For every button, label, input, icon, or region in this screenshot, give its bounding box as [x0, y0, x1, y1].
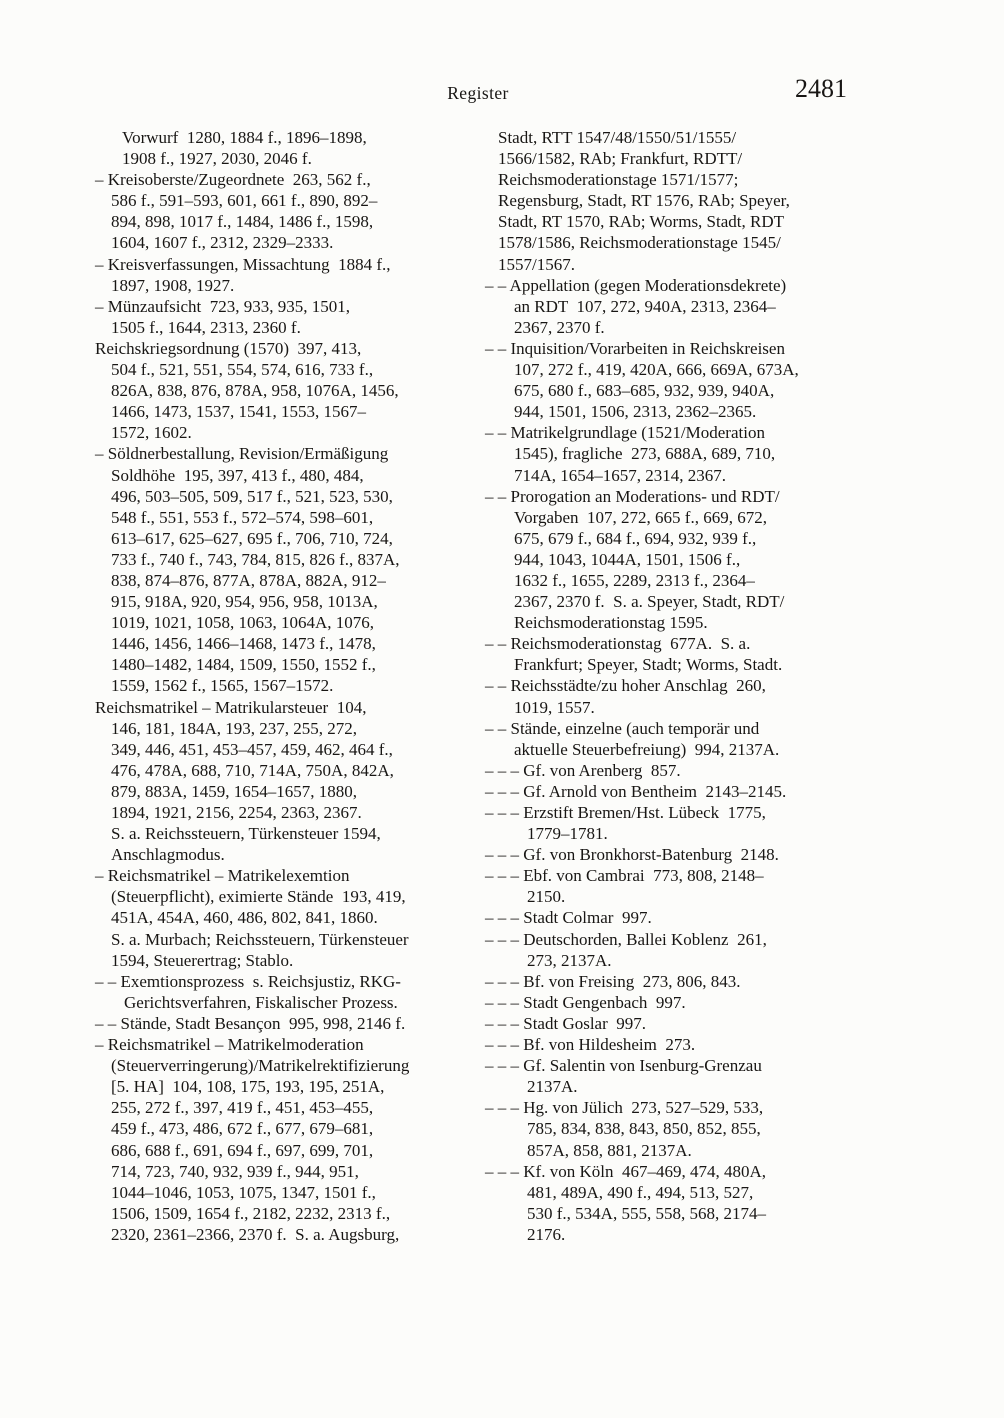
page-number: 2481 [795, 74, 847, 103]
index-entry: – – Matrikelgrundlage (1521/Moderation 1545), fragliche 273, 688A, 689, 710, 714A, 1654–1657, 2314, 2367. [485, 423, 776, 485]
index-entry: – – – Bf. von Freising 273, 806, 843. [485, 971, 741, 991]
index-entry: Stadt, RTT 1547/48/1550/51/1555/ 1566/1582, RAb; Frankfurt, RDTT/ Reichsmoderationstage 1571/1577; Regensburg, Stadt, RT 1576, RAb; Speyer, Stadt, RT 1570, RAb; Worms, Stadt, RDT 1578/1586, Reichsmoderationstage 1545/ 1557/1567. [498, 128, 790, 274]
index-entry: – – – Stadt Colmar 997. [485, 908, 652, 928]
index-column-left [95, 127, 475, 1245]
index-column-right [485, 127, 865, 1245]
index-entry: – – – Gf. Arnold von Bentheim 2143–2145. [485, 781, 787, 801]
index-entry: – Münzaufsicht 723, 933, 935, 1501, 1505 f., 1644, 2313, 2360 f. [95, 296, 350, 337]
index-entry: – – Stände, einzelne (auch temporär und aktuelle Steuerbefreiung) 994, 2137A. [485, 718, 780, 759]
index-entry: – – Stände, Stadt Besançon 995, 998, 2146 f. [95, 1013, 406, 1033]
index-entry: – Reichsmatrikel – Matrikelmoderation (Steuerverringerung)/Matrikelrektifizierung [5. HA] 104, 108, 175, 193, 195, 251A, 255, 272 f., 397, 419 f., 451, 453–455, 459 f., 473, 486, 672 f., 677, 679–681, 686, 688 f., 691, 694 f., 697, 699, 701, 714, 723, 740, 932, 939 f., 944, 951, 1044–1046, 1053, 1075, 1347, 1501 f., 1506, 1509, 1654 f., 2182, 2232, 2313 f., 2320, 2361–2366, 2370 f. S. a. Augsburg, [95, 1035, 410, 1244]
index-entry: – – – Stadt Gengenbach 997. [485, 992, 686, 1012]
index-entry: – – – Bf. von Hildesheim 273. [485, 1035, 696, 1055]
index-entry: – – – Gf. von Arenberg 857. [485, 760, 681, 780]
index-entry: Reichskriegsordnung (1570) 397, 413, 504 f., 521, 551, 554, 574, 616, 733 f., 826A, 838, 876, 878A, 958, 1076A, 1456, 1466, 1473, 1537, 1541, 1553, 1567– 1572, 1602. [95, 338, 399, 443]
index-entry: – – – Deutschorden, Ballei Koblenz 261, 273, 2137A. [485, 929, 767, 970]
index-entry: – – Reichsstädte/zu hoher Anschlag 260, 1019, 1557. [485, 676, 766, 717]
index-entry: – – Reichsmoderationstag 677A. S. a. Frankfurt; Speyer, Stadt; Worms, Stadt. [485, 634, 783, 675]
index-entry: – – – Kf. von Köln 467–469, 474, 480A, 481, 489A, 490 f., 494, 513, 527, 530 f., 534A, 555, 558, 568, 2174– 2176. [485, 1161, 766, 1244]
running-title: Register [447, 83, 509, 103]
index-entry: – – – Gf. von Bronkhorst-Batenburg 2148. [485, 845, 779, 865]
index-entry: Vorwurf 1280, 1884 f., 1896–1898, 1908 f., 1927, 2030, 2046 f. [122, 128, 367, 169]
index-entry: Reichsmatrikel – Matrikularsteuer 104, 146, 181, 184A, 193, 237, 255, 272, 349, 446, 451, 453–457, 459, 462, 464 f., 476, 478A, 688, 710, 714A, 750A, 842A, 879, 883A, 1459, 1654–1657, 1880, 1894, 1921, 2156, 2254, 2363, 2367. S. a. Reichssteuern, Türkensteuer 1594, Anschlagmodus. [95, 697, 394, 865]
index-entry: – Kreisverfassungen, Missachtung 1884 f., 1897, 1908, 1927. [95, 254, 391, 295]
index-columns [95, 127, 865, 1245]
index-entry: – – – Erzstift Bremen/Hst. Lübeck 1775, 1779–1781. [485, 803, 766, 844]
index-entry: – – – Stadt Goslar 997. [485, 1013, 647, 1033]
index-entry: – – – Gf. Salentin von Isenburg-Grenzau 2137A. [485, 1056, 762, 1097]
index-entry: – – Appellation (gegen Moderationsdekrete) an RDT 107, 272, 940A, 2313, 2364– 2367, 2370 f. [485, 275, 787, 337]
index-entry: – Söldnerbestallung, Revision/Ermäßigung Soldhöhe 195, 397, 413 f., 480, 484, 496, 503–505, 509, 517 f., 521, 523, 530, 548 f., 551, 553 f., 572–574, 598–601, 613–617, 625–627, 695 f., 706, 710, 724, 733 f., 740 f., 743, 784, 815, 826 f., 837A, 838, 874–876, 877A, 878A, 882A, 912– 915, 918A, 920, 954, 956, 958, 1013A, 1019, 1021, 1058, 1063, 1064A, 1076, 1446, 1456, 1466–1468, 1473 f., 1478, 1480–1482, 1484, 1509, 1550, 1552 f., 1559, 1562 f., 1565, 1567–1572. [95, 444, 400, 696]
page-header [95, 74, 861, 116]
index-entry: – – Exemtionsprozess s. Reichsjustiz, RKG- Gerichtsverfahren, Fiskalischer Prozess. [95, 971, 401, 1012]
index-entry: – Reichsmatrikel – Matrikelexemtion (Steuerpflicht), eximierte Stände 193, 419, 451A, 454A, 460, 486, 802, 841, 1860. S. a. Murbach; Reichssteuern, Türkensteuer 1594, Steuerertrag; Stablo. [95, 866, 409, 970]
index-entry: – – – Hg. von Jülich 273, 527–529, 533, 785, 834, 838, 843, 850, 852, 855, 857A, 858, 881, 2137A. [485, 1098, 764, 1160]
index-entry: – – – Ebf. von Cambrai 773, 808, 2148– 2150. [485, 866, 764, 907]
index-entry: – – Inquisition/Vorarbeiten in Reichskreisen 107, 272 f., 419, 420A, 666, 669A, 673A, 675, 680 f., 683–685, 932, 939, 940A, 944, 1501, 1506, 2313, 2362–2365. [485, 338, 799, 422]
index-entry: – Kreisoberste/Zugeordnete 263, 562 f., 586 f., 591–593, 601, 661 f., 890, 892– 894, 898, 1017 f., 1484, 1486 f., 1598, 1604, 1607 f., 2312, 2329–2333. [95, 170, 378, 253]
index-entry: – – Prorogation an Moderations- und RDT/ Vorgaben 107, 272, 665 f., 669, 672, 675, 679 f., 684 f., 694, 932, 939 f., 944, 1043, 1044A, 1501, 1506 f., 1632 f., 1655, 2289, 2313 f., 2364– 2367, 2370 f. S. a. Speyer, Stadt, RDT/ Reichsmoderationstag 1595. [485, 486, 785, 633]
